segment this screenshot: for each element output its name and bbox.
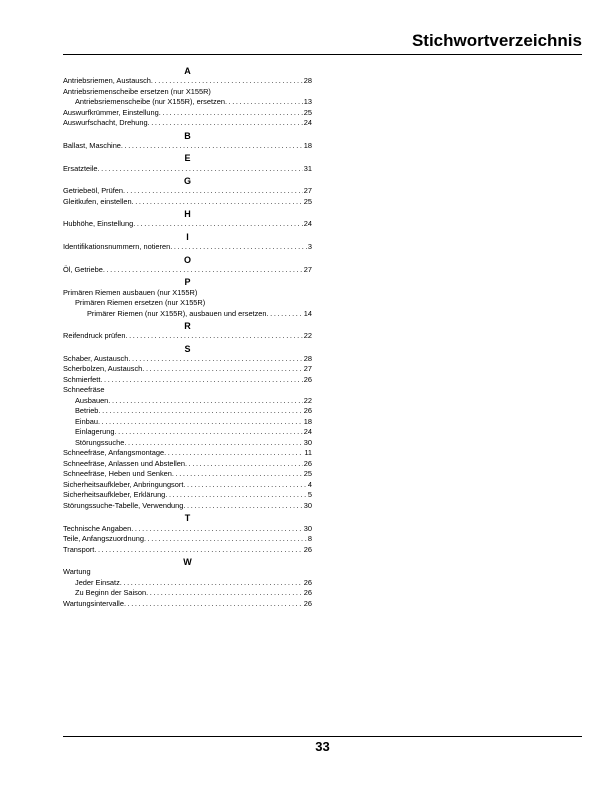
index-entry-page: 28 [303,76,312,86]
index-entry-page: 28 [303,353,312,363]
index-entry-label: Hubhöhe, Einstellung [63,219,134,229]
index-entry-page: 26 [303,544,312,554]
dot-leader [132,197,303,208]
index-entry-page: 22 [303,331,312,341]
index-entry-label: Schneefräse, Anfangsmontage [63,448,165,458]
dot-leader [164,448,303,459]
index-entry [63,288,312,299]
index-entry [63,578,312,589]
index-entry [63,265,312,276]
index-letter-heading: I [186,231,189,242]
index-entry [63,417,312,428]
index-entry-label: Primären Riemen ersetzen (nur X155R) [75,298,206,307]
index-entry [63,469,312,480]
index-entry-label: Betrieb [75,406,99,416]
index-entry-page: 13 [303,97,312,107]
index-letter-heading: B [184,130,191,141]
dot-leader [94,545,302,556]
index-entry-label: Antriebsriemenscheibe ersetzen (nur X155R) [63,86,211,96]
index-entry-label: Störungssuche-Tabelle, Verwendung [63,500,184,510]
index-entry-label: Scherbolzen, Austausch [63,364,143,374]
index-entry [63,331,312,342]
index-entry-page: 26 [303,598,312,608]
index-entry-label: Primärer Riemen (nur X155R), ausbauen und ersetzen [87,308,267,318]
page-title: Stichwortverzeichnis [411,31,582,50]
index-entry-page: 26 [303,406,312,416]
dot-leader [146,588,303,599]
index-entry-page: 27 [303,264,312,274]
index-column [63,64,312,609]
index-entry-page: 27 [303,186,312,196]
index-entry-page: 26 [303,458,312,468]
dot-leader [121,141,303,152]
index-entry-label: Schaber, Austausch [63,353,129,363]
index-entry [63,164,312,175]
index-entry-label: Getriebeöl, Prüfen [63,186,123,196]
index-entry-label: Ausbauen [75,395,109,405]
index-letter-heading: E [184,153,191,164]
index-entry-page: 11 [304,448,312,458]
dot-leader [124,599,303,610]
page-number: 33 [315,739,330,754]
index-entry-label: Wartungsintervalle [63,598,124,608]
index-entry [63,385,312,396]
index-entry [63,448,312,459]
index-entry [63,490,312,501]
index-entry [63,459,312,470]
dot-leader [103,265,303,276]
dot-leader [108,396,302,407]
index-entry-label: Ballast, Maschine [63,140,121,150]
index-entry-label: Auswurfschacht, Drehung [63,118,148,128]
index-entry-label: Zu Beginn der Saison [75,588,147,598]
index-entry-page: 8 [307,534,312,544]
index-entry-label: Teile, Anfangszuordnung [63,534,144,544]
dot-leader [170,242,307,253]
index-entry-page: 24 [303,427,312,437]
index-entry [63,545,312,556]
dot-leader [133,219,303,230]
index-entry-label: Wartung [63,567,91,577]
index-entry-page: 30 [303,500,312,510]
index-entry [63,406,312,417]
index-letter-heading: T [184,513,191,524]
index-entry-page: 31 [303,163,312,173]
index-entry [63,396,312,407]
index-entry-label: Einbau [75,416,99,426]
dot-leader [131,524,303,535]
index-entry-label: Jeder Einsatz [75,577,120,587]
dot-leader [98,164,303,175]
index-letter-heading: O [183,254,191,265]
index-entry-page: 24 [303,118,312,128]
dot-leader [183,480,306,491]
dot-leader [128,354,302,365]
index-letter-heading: P [184,277,191,288]
index-letter-heading: W [183,557,192,568]
index-entry [63,219,312,230]
index-entry-label: Sicherheitsaufkleber, Erklärung [63,490,166,500]
index-entry [63,141,312,152]
index-entry [63,599,312,610]
dot-leader [125,331,302,342]
index-entry-page: 26 [303,577,312,587]
index-entry-page: 22 [303,395,312,405]
index-entry-page: 5 [307,490,312,500]
index-entry-label: Störungssuche [75,437,125,447]
index-entry [63,97,312,108]
index-entry [63,197,312,208]
dot-leader [185,459,303,470]
index-entry [63,118,312,129]
index-letter-heading: S [184,343,191,354]
index-entry-label: Transport [63,544,95,554]
index-entry-label: Öl, Getriebe [63,264,103,274]
index-entry-label: Sicherheitsaufkleber, Anbringungsort [63,479,184,489]
dot-leader [114,427,302,438]
index-letter-heading: H [184,209,191,220]
dot-leader [165,490,307,501]
dot-leader [148,118,303,129]
dot-leader [159,108,303,119]
dot-leader [267,309,303,320]
index-entry-page: 27 [303,364,312,374]
index-entry-label: Auswurfkrümmer, Einstellung [63,107,159,117]
index-entry [63,87,312,98]
index-entry-page: 26 [303,374,312,384]
dot-leader [100,375,302,386]
index-entry-label: Schneefräse [63,385,105,395]
index-entry-label: Primären Riemen ausbauen (nur X155R) [63,287,198,297]
index-entry-page: 30 [303,437,312,447]
index-entry-page: 18 [303,416,312,426]
index-entry-label: Schneefräse, Heben und Senken [63,469,172,479]
index-entry [63,76,312,87]
index-entry [63,567,312,578]
index-entry-page: 26 [303,588,312,598]
index-entry-label: Schmierfett [63,374,101,384]
index-entry-label: Gleitkufen, einstellen [63,196,132,206]
index-entry-page: 4 [307,479,312,489]
index-entry-page: 14 [303,308,312,318]
index-entry-label: Antriebsriemenscheibe (nur X155R), ersetzen [75,97,225,107]
index-letter-heading: G [183,176,191,187]
header-rule [63,54,582,55]
index-entry [63,364,312,375]
index-entry [63,588,312,599]
index-entry-page: 24 [303,219,312,229]
index-entry [63,534,312,545]
dot-leader [144,534,307,545]
dot-leader [183,501,302,512]
index-entry-label: Ersatzteile [63,163,98,173]
dot-leader [98,406,302,417]
index-entry [63,242,312,253]
dot-leader [172,469,303,480]
dot-leader [124,438,302,449]
index-entry-page: 3 [307,242,312,252]
dot-leader [151,76,303,87]
index-entry [63,524,312,535]
index-entry-label: Antriebsriemen, Austausch [63,76,151,86]
index-entry-label: Einlagerung [75,427,115,437]
footer-rule [63,736,582,737]
index-entry [63,354,312,365]
index-entry [63,186,312,197]
index-entry [63,309,312,320]
index-entry-page: 25 [303,196,312,206]
index-entry-page: 25 [303,469,312,479]
dot-leader [98,417,303,428]
index-entry-page: 18 [303,140,312,150]
index-entry-label: Schneefräse, Anlassen und Abstellen [63,458,186,468]
index-entry [63,375,312,386]
dot-leader [120,578,303,589]
index-entry [63,501,312,512]
index-entry [63,427,312,438]
index-entry-label: Reifendruck prüfen [63,331,126,341]
index-entry [63,298,312,309]
index-entry [63,438,312,449]
index-letter-heading: A [184,66,191,76]
index-entry [63,480,312,491]
index-entry [63,108,312,119]
index-entry-page: 25 [303,107,312,117]
dot-leader [142,364,302,375]
index-entry-label: Technische Angaben [63,523,132,533]
index-letter-heading: R [184,321,191,331]
index-entry-page: 30 [303,523,312,533]
dot-leader [225,97,303,108]
index-entry-label: Identifikationsnummern, notieren [63,242,171,252]
dot-leader [123,186,303,197]
